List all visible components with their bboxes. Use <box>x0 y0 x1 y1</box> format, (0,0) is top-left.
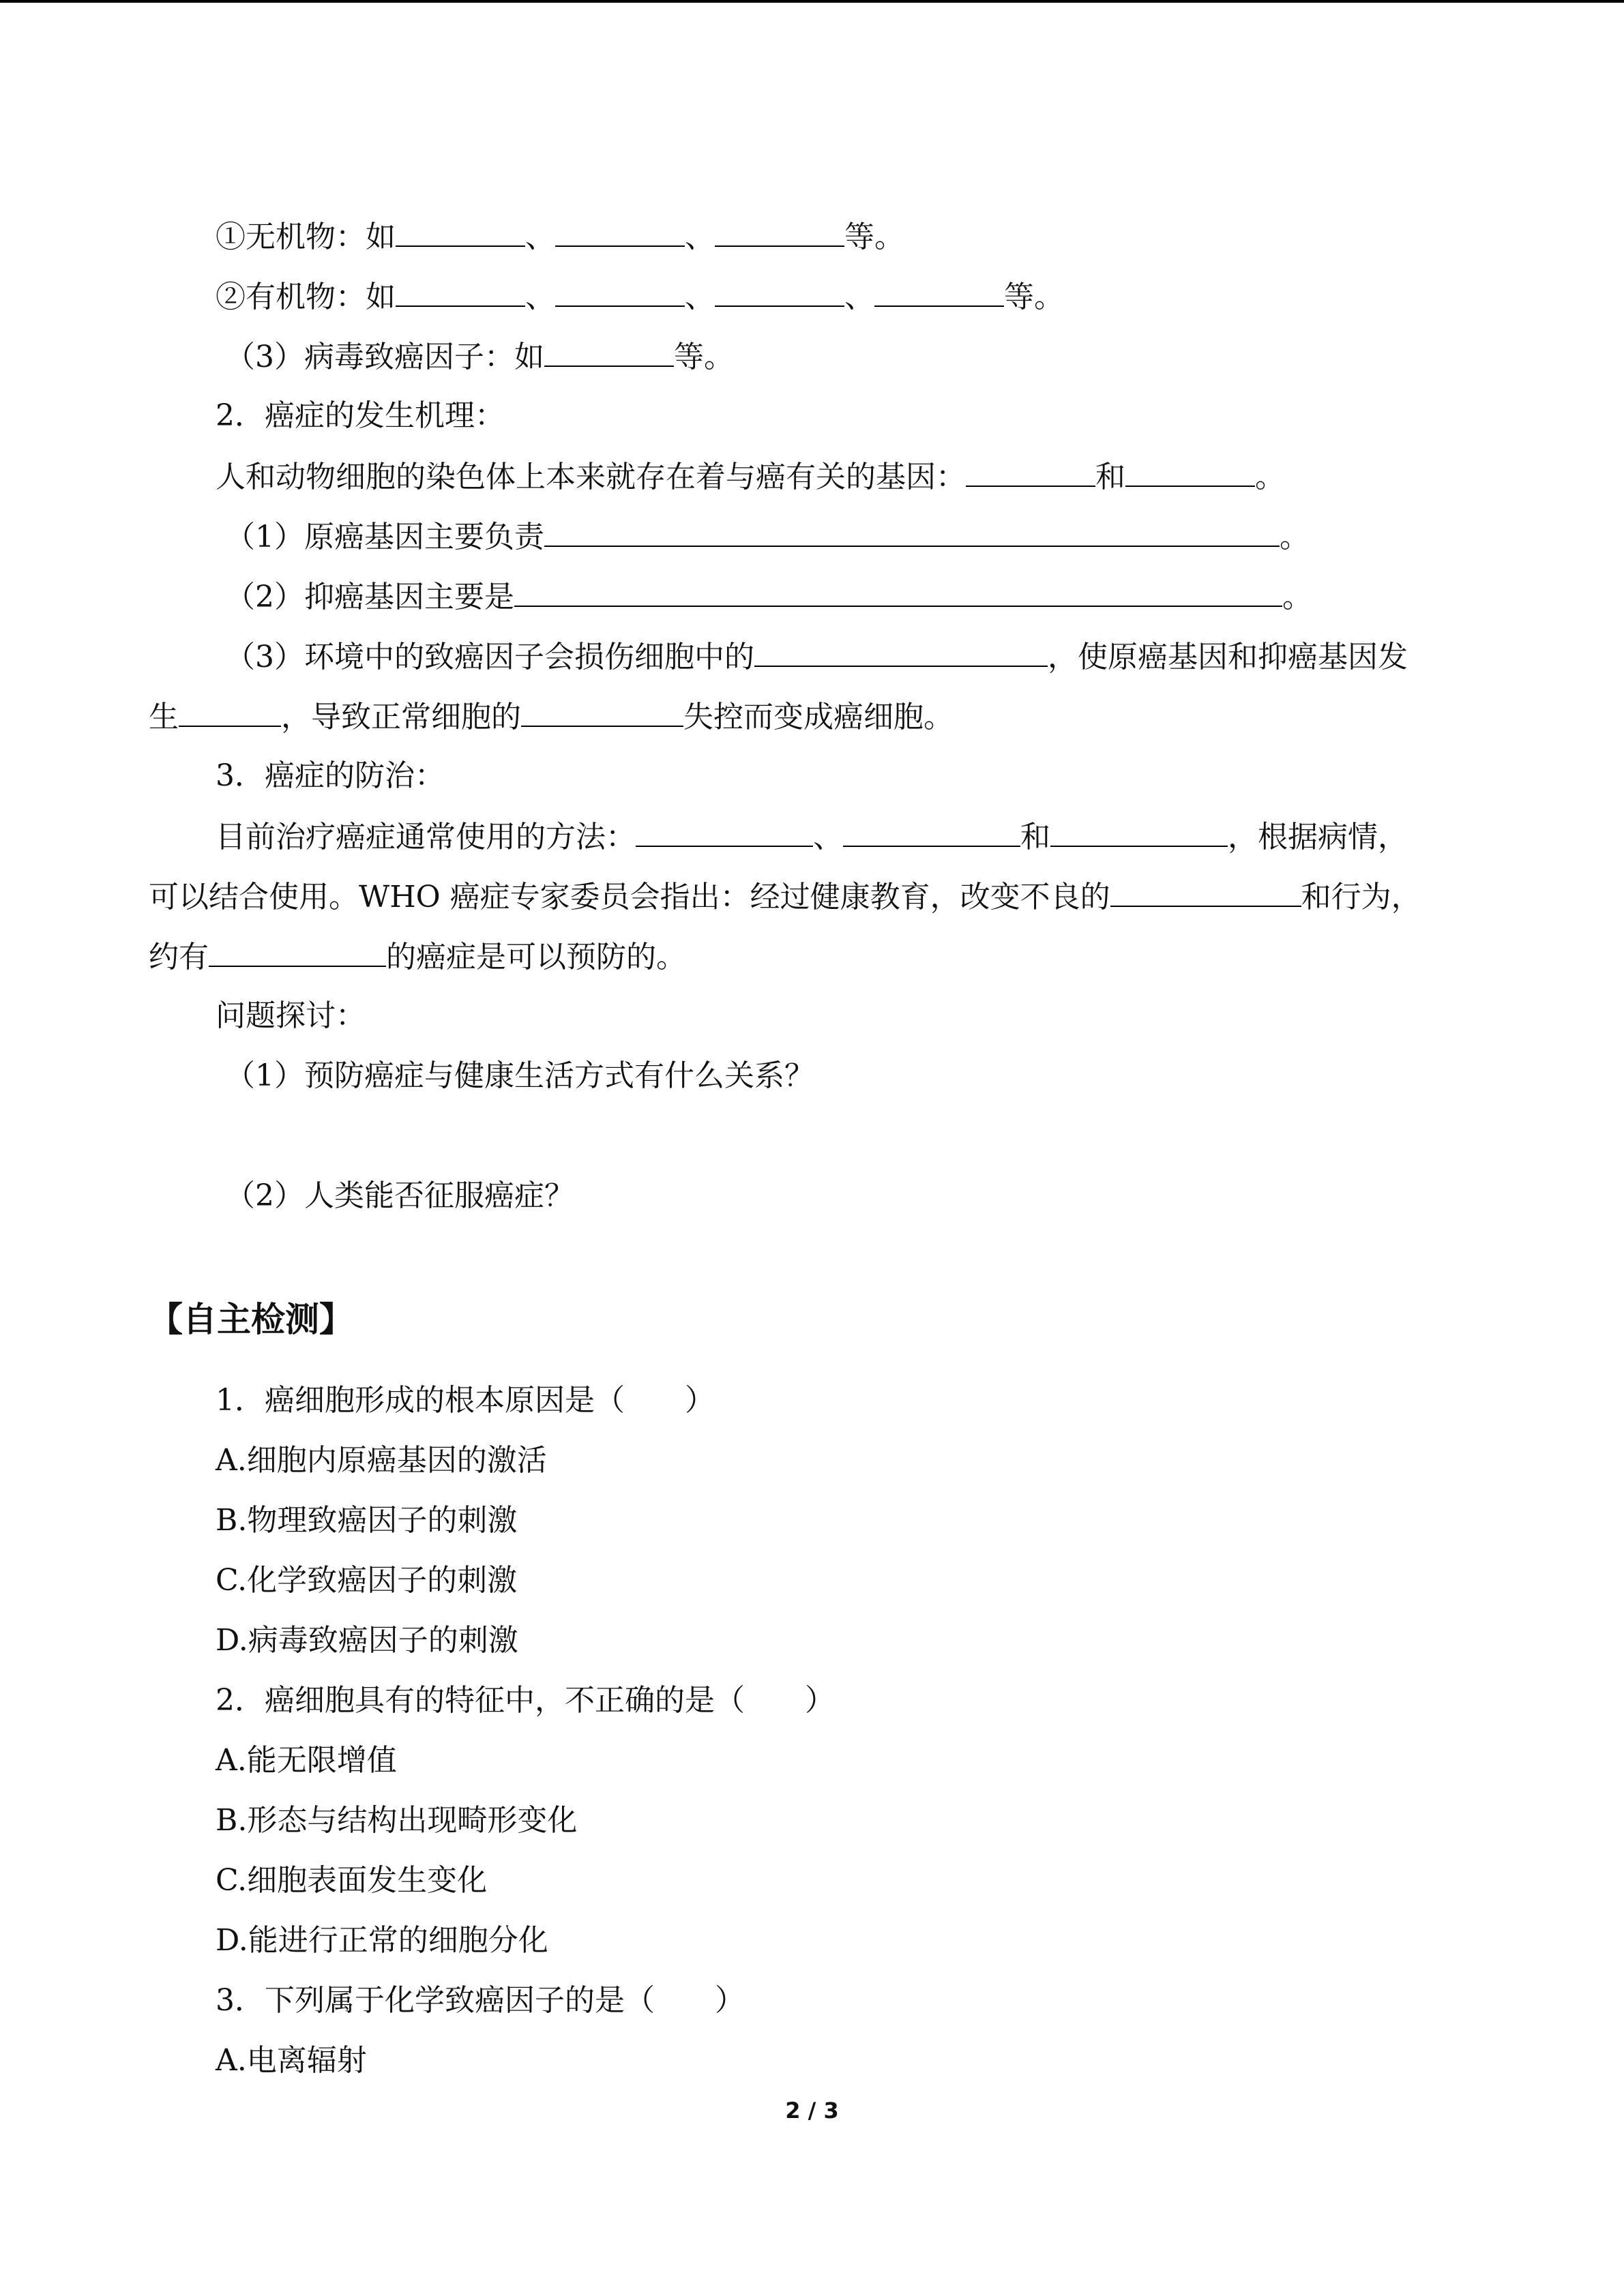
blank <box>396 275 525 307</box>
prevention-line <box>149 936 686 978</box>
text: 和 <box>1020 820 1050 854</box>
proto-oncogene-line <box>225 516 1310 558</box>
text: （1）预防癌症与健康生活方式有什么关系？ <box>225 1058 814 1093</box>
blank <box>396 215 525 247</box>
text: D.能进行正常的细胞分化 <box>216 1923 548 1958</box>
text: B.物理致癌因子的刺激 <box>216 1503 518 1538</box>
blank <box>555 215 685 247</box>
blank <box>1110 876 1301 907</box>
blank <box>521 696 683 727</box>
text: A.电离辐射 <box>216 2043 367 2078</box>
section-3-title <box>216 756 445 796</box>
text: ①无机物：如 <box>216 220 396 254</box>
question-2-stem <box>216 1680 835 1721</box>
blank <box>209 936 386 967</box>
question-1-option-a <box>216 1440 547 1481</box>
question-2-option-a <box>216 1740 397 1781</box>
text: 、 <box>525 280 555 314</box>
question-3-stem <box>216 1980 745 2021</box>
text: B.形态与结构出现畸形变化 <box>216 1803 578 1838</box>
top-border <box>0 0 1624 3</box>
blank <box>843 816 1020 847</box>
blank <box>1125 456 1255 487</box>
text: 问题探讨： <box>216 998 366 1033</box>
genes-line <box>216 456 1285 498</box>
question-2-option-d <box>216 1920 548 1961</box>
section-heading: 【自主检测】 <box>149 1300 353 1339</box>
text: 和行为， <box>1301 880 1421 914</box>
text: 和 <box>1095 460 1125 494</box>
blank <box>715 215 844 247</box>
discussion-title <box>216 996 366 1037</box>
text: A.能无限增值 <box>216 1743 397 1778</box>
text: 可以结合使用。WHO 癌症专家委员会指出：经过健康教育，改变不良的 <box>149 880 1110 914</box>
text: 等。 <box>674 340 734 374</box>
blank <box>874 275 1004 307</box>
text: （3）环境中的致癌因子会损伤细胞中的 <box>225 640 754 674</box>
question-2-option-c <box>216 1860 487 1901</box>
question-1-option-c <box>216 1560 517 1601</box>
blank <box>1050 816 1228 847</box>
discussion-q1 <box>225 1056 814 1097</box>
text: 目前治疗癌症通常使用的方法： <box>216 820 636 854</box>
text: 、 <box>685 220 715 254</box>
text: 、 <box>844 280 874 314</box>
text: 人和动物细胞的染色体上本来就存在着与癌有关的基因： <box>216 460 966 494</box>
section-2-title <box>216 396 505 436</box>
environment-line <box>225 636 1408 678</box>
question-3-option-a <box>216 2040 367 2081</box>
question-1-stem <box>216 1380 715 1421</box>
text: 2．癌细胞具有的特征中，不正确的是（ ） <box>216 1683 835 1718</box>
blank <box>544 516 1280 547</box>
text: 3．下列属于化学致癌因子的是（ ） <box>216 1983 745 2018</box>
text: C.化学致癌因子的刺激 <box>216 1563 518 1598</box>
text: A.细胞内原癌基因的激活 <box>216 1443 547 1478</box>
text: ，使原癌基因和抑癌基因发 <box>1048 640 1408 674</box>
mutation-line <box>149 696 954 738</box>
text: 3．癌症的防治： <box>216 758 445 793</box>
tumor-suppressor-line <box>225 576 1312 618</box>
blank <box>179 696 281 727</box>
text: ，根据病情， <box>1228 820 1408 854</box>
blank <box>544 336 674 367</box>
text: 失控而变成癌细胞。 <box>683 700 954 734</box>
page-number: 2 / 3 <box>785 2098 839 2123</box>
text: 、 <box>813 820 843 854</box>
question-2-option-b <box>216 1800 577 1841</box>
organic-line <box>216 275 1064 318</box>
blank <box>966 456 1095 487</box>
treatment-line <box>216 816 1408 858</box>
text: 。 <box>1282 580 1312 614</box>
text: D.病毒致癌因子的刺激 <box>216 1623 518 1658</box>
text: 等。 <box>844 220 904 254</box>
text: 。 <box>1255 460 1285 494</box>
discussion-q2 <box>225 1176 574 1217</box>
blank <box>555 275 685 307</box>
who-line <box>149 876 1421 918</box>
blank <box>715 275 844 307</box>
text: （2）人类能否征服癌症？ <box>225 1178 574 1213</box>
text: ，导致正常细胞的 <box>281 700 521 734</box>
text: C.细胞表面发生变化 <box>216 1863 488 1898</box>
text: 1．癌细胞形成的根本原因是（ ） <box>216 1383 715 1418</box>
text: 生 <box>149 700 179 734</box>
inorganic-line <box>216 215 904 258</box>
text: （1）原癌基因主要负责 <box>225 520 544 554</box>
text: 。 <box>1280 520 1310 554</box>
blank <box>754 636 1048 667</box>
text: 的癌症是可以预防的。 <box>386 940 686 974</box>
text: 、 <box>525 220 555 254</box>
text: 2．癌症的发生机理： <box>216 398 505 433</box>
text: 、 <box>685 280 715 314</box>
text: ②有机物：如 <box>216 280 396 314</box>
blank <box>636 816 813 847</box>
viral-carcinogen-line <box>225 336 734 378</box>
question-1-option-d <box>216 1620 518 1661</box>
text: 约有 <box>149 940 209 974</box>
text: 等。 <box>1004 280 1064 314</box>
blank <box>514 576 1282 607</box>
question-1-option-b <box>216 1500 517 1541</box>
text: （2）抑癌基因主要是 <box>225 580 514 614</box>
text: （3）病毒致癌因子：如 <box>225 340 544 374</box>
